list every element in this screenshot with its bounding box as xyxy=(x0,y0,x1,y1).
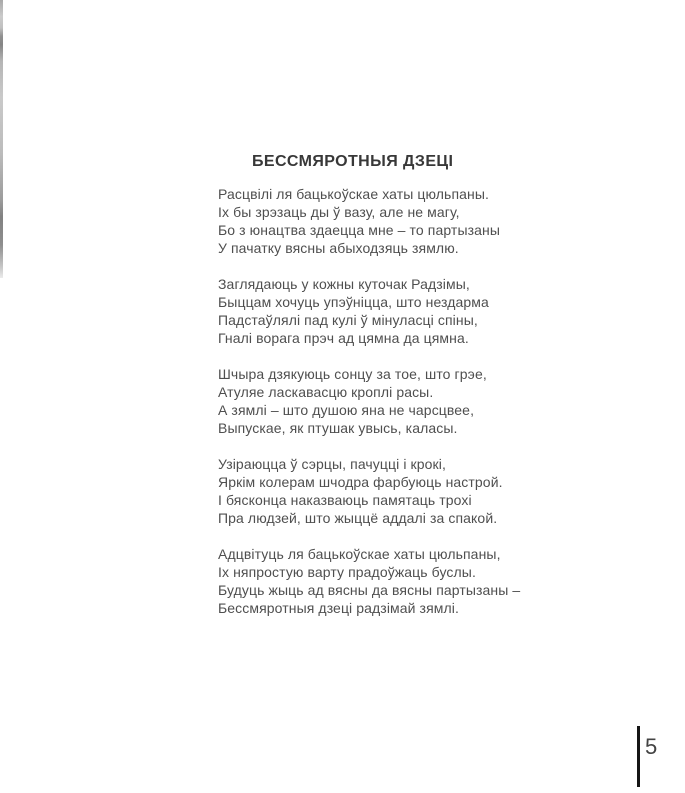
stanza-1 xyxy=(218,185,548,257)
poem-line: Бессмяротныя дзеці радзімай зямлі. xyxy=(218,600,459,616)
poem-title: БЕССМЯРОТНЫЯ ДЗЕЦІ xyxy=(252,153,454,170)
poem-line: Іх бы зрэзаць ды ў вазу, але не магу, xyxy=(218,204,460,220)
poem-line: Узіраюцца ў сэрцы, пачуцці і крокі, xyxy=(218,456,446,472)
scan-edge-shadow xyxy=(0,0,3,278)
poem-line: Быццам хочуць упэўніцца, што нездарма xyxy=(218,294,489,310)
poem-line: Выпускае, як птушак увысь, каласы. xyxy=(218,420,458,436)
poem-line: Будуць жыць ад вясны да вясны партызаны – xyxy=(218,582,521,598)
poem-line: Бо з юнацтва здаецца мне – то партызаны xyxy=(218,222,500,238)
poem-line: Адцвітуць ля бацькоўскае хаты цюльпаны, xyxy=(218,546,501,562)
stanza-4 xyxy=(218,455,548,527)
poem-line: Заглядаюць у кожны куточак Радзімы, xyxy=(218,276,470,292)
poem-line: А зямлі – што душою яна не чарсцвее, xyxy=(218,402,475,418)
poem-line: Яркім колерам шчодра фарбуюць настрой. xyxy=(218,474,503,490)
poem-line: І бясконца наказваюць памятаць трохі xyxy=(218,492,472,508)
poem-line: Іх няпростую варту прадоўжаць буслы. xyxy=(218,564,476,580)
poem-line: У пачатку вясны абыходзяць зямлю. xyxy=(218,240,459,256)
page-number: 5 xyxy=(645,734,658,759)
poem-line: Пра людзей, што жыццё аддалі за спакой. xyxy=(218,510,498,526)
poem xyxy=(218,152,548,635)
poem-line: Гналі ворага прэч ад цямна да цямна. xyxy=(218,330,469,346)
poem-line: Расцвілі ля бацькоўскае хаты цюльпаны. xyxy=(218,186,490,202)
stanza-3 xyxy=(218,365,548,437)
footer-rule xyxy=(637,726,640,787)
stanza-5 xyxy=(218,545,548,617)
poem-line: Шчыра дзякуюць сонцу за тое, што грэе, xyxy=(218,366,487,382)
poem-line: Падстаўлялі пад кулі ў мінуласці спіны, xyxy=(218,312,478,328)
poem-line: Атуляе ласкавасцю кроплі расы. xyxy=(218,384,434,400)
stanza-2 xyxy=(218,275,548,347)
